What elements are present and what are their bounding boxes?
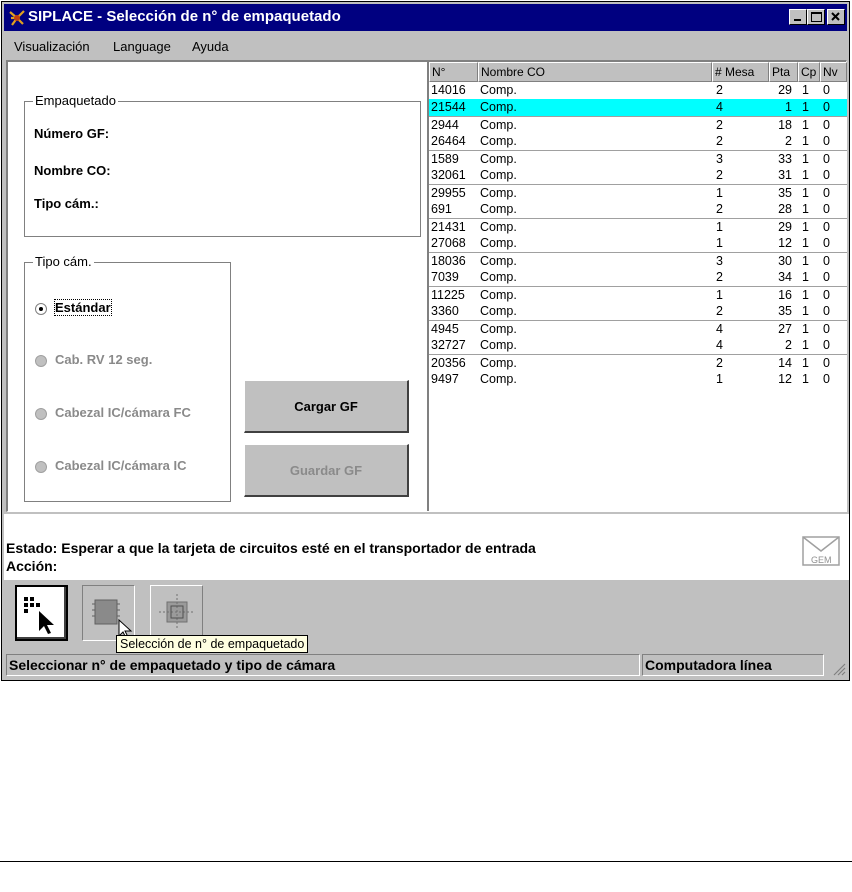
table-row[interactable] (429, 269, 847, 286)
cell-cp: 1 (802, 254, 809, 268)
cell-co-name: Comp. (480, 236, 517, 250)
table-row[interactable] (429, 303, 847, 320)
cell-mesa: 3 (716, 152, 723, 166)
radio-label-cabezal-fc[interactable]: Cabezal IC/cámara FC (55, 405, 191, 420)
left-pane (8, 62, 427, 511)
chip-view-button[interactable] (82, 585, 135, 641)
table-row[interactable] (429, 167, 847, 184)
minimize-button[interactable] (789, 9, 807, 25)
radio-dot (39, 307, 43, 311)
cell-cp: 1 (802, 134, 809, 148)
maximize-icon (811, 12, 822, 22)
cell-co-name: Comp. (480, 304, 517, 318)
cell-number: 4945 (431, 322, 459, 336)
cell-co-name: Comp. (480, 134, 517, 148)
cell-number: 7039 (431, 270, 459, 284)
cell-mesa: 2 (716, 270, 723, 284)
cell-pta: 12 (778, 372, 792, 386)
cell-mesa: 1 (716, 372, 723, 386)
cell-pta: 12 (778, 236, 792, 250)
cell-pta: 1 (785, 100, 792, 114)
cell-nv: 0 (823, 220, 830, 234)
cell-cp: 1 (802, 100, 809, 114)
package-list[interactable] (427, 62, 847, 511)
cell-cp: 1 (802, 356, 809, 370)
cell-co-name: Comp. (480, 186, 517, 200)
cell-mesa: 4 (716, 322, 723, 336)
cell-nv: 0 (823, 356, 830, 370)
camera-type-group (24, 254, 231, 502)
table-row[interactable] (429, 371, 847, 388)
cell-mesa: 2 (716, 202, 723, 216)
cell-pta: 29 (778, 83, 792, 97)
menu-visualizacion[interactable]: Visualización (14, 39, 90, 54)
camera-type-label: Tipo cám.: (34, 196, 99, 211)
radio-estandar[interactable] (35, 303, 47, 315)
cell-co-name: Comp. (480, 270, 517, 284)
cell-nv: 0 (823, 186, 830, 200)
co-name-label: Nombre CO: (34, 163, 111, 178)
cell-number: 32061 (431, 168, 466, 182)
radio-cabezal-fc[interactable] (35, 408, 47, 420)
cell-number: 691 (431, 202, 452, 216)
cell-number: 26464 (431, 134, 466, 148)
cell-nv: 0 (823, 202, 830, 216)
cell-cp: 1 (802, 372, 809, 386)
table-row[interactable] (429, 116, 847, 134)
radio-label-estandar[interactable]: Estándar (55, 300, 111, 315)
package-selection-icon (17, 587, 66, 639)
cell-pta: 33 (778, 152, 792, 166)
cell-number: 2944 (431, 118, 459, 132)
cell-nv: 0 (823, 152, 830, 166)
cell-co-name: Comp. (480, 254, 517, 268)
cell-cp: 1 (802, 118, 809, 132)
cell-mesa: 2 (716, 83, 723, 97)
col-header-pta[interactable]: Pta (769, 62, 798, 82)
status-state: Estado: Esperar a que la tarjeta de circuitos esté en el transportador de entrada (6, 540, 536, 556)
cell-cp: 1 (802, 270, 809, 284)
cell-pta: 16 (778, 288, 792, 302)
cell-co-name: Comp. (480, 168, 517, 182)
cell-cp: 1 (802, 220, 809, 234)
radio-cabezal-ic[interactable] (35, 461, 47, 473)
table-row[interactable] (429, 320, 847, 338)
cell-mesa: 1 (716, 236, 723, 250)
cell-nv: 0 (823, 338, 830, 352)
gem-indicator (800, 531, 842, 569)
statusbar-mode: Computadora línea (642, 654, 824, 676)
cell-mesa: 1 (716, 288, 723, 302)
cell-cp: 1 (802, 236, 809, 250)
chip-icon (83, 586, 136, 642)
cell-cp: 1 (802, 168, 809, 182)
load-gf-button[interactable]: Cargar GF (244, 380, 409, 433)
col-header-cp[interactable]: Cp (798, 62, 820, 82)
cell-pta: 31 (778, 168, 792, 182)
cell-cp: 1 (802, 288, 809, 302)
cell-mesa: 3 (716, 254, 723, 268)
col-header-co-name[interactable]: Nombre CO (478, 62, 712, 82)
table-row[interactable] (429, 218, 847, 236)
camera-group-title: Tipo cám. (35, 254, 92, 269)
tooltip: Selección de n° de empaquetado (116, 635, 308, 653)
cell-number: 32727 (431, 338, 466, 352)
package-selection-button[interactable] (15, 585, 68, 641)
cell-nv: 0 (823, 254, 830, 268)
cell-pta: 2 (785, 338, 792, 352)
title-bar[interactable] (4, 4, 847, 31)
cell-nv: 0 (823, 118, 830, 132)
cell-number: 21431 (431, 220, 466, 234)
cell-cp: 1 (802, 202, 809, 216)
menu-bar (4, 32, 847, 58)
cell-number: 21544 (431, 100, 466, 114)
cell-mesa: 4 (716, 100, 723, 114)
cell-number: 18036 (431, 254, 466, 268)
close-icon (828, 10, 844, 24)
cell-cp: 1 (802, 338, 809, 352)
gf-number-label: Número GF: (34, 126, 110, 141)
cell-co-name: Comp. (480, 202, 517, 216)
cell-co-name: Comp. (480, 356, 517, 370)
cell-co-name: Comp. (480, 152, 517, 166)
status-action: Acción: (6, 558, 58, 574)
package-group-title: Empaquetado (35, 93, 116, 108)
cell-cp: 1 (802, 83, 809, 97)
cell-number: 29955 (431, 186, 466, 200)
table-row[interactable] (429, 286, 847, 304)
table-row[interactable] (429, 252, 847, 270)
menu-language[interactable]: Language (113, 39, 171, 54)
package-group (24, 93, 421, 237)
cell-pta: 14 (778, 356, 792, 370)
page-rule (0, 861, 852, 862)
table-row[interactable] (429, 201, 847, 218)
cell-pta: 35 (778, 304, 792, 318)
status-area (4, 514, 849, 580)
cell-mesa: 2 (716, 168, 723, 182)
save-gf-button[interactable]: Guardar GF (244, 444, 409, 497)
cell-co-name: Comp. (480, 83, 517, 97)
cell-nv: 0 (823, 322, 830, 336)
col-header-mesa[interactable]: # Mesa (712, 62, 769, 82)
cell-cp: 1 (802, 186, 809, 200)
table-row[interactable] (429, 133, 847, 150)
radio-label-cabezal-ic[interactable]: Cabezal IC/cámara IC (55, 458, 187, 473)
cell-nv: 0 (823, 134, 830, 148)
cell-nv: 0 (823, 372, 830, 386)
status-bar (4, 652, 849, 678)
col-header-number[interactable]: N° (429, 62, 478, 82)
cell-pta: 27 (778, 322, 792, 336)
radio-label-cab-rv[interactable]: Cab. RV 12 seg. (55, 352, 153, 367)
cell-number: 20356 (431, 356, 466, 370)
cell-number: 27068 (431, 236, 466, 250)
minimize-icon (794, 19, 801, 21)
main-window (1, 1, 850, 681)
cell-mesa: 1 (716, 186, 723, 200)
app-logo-icon (8, 9, 26, 27)
table-row[interactable] (429, 184, 847, 202)
gem-label: GEM (811, 555, 832, 565)
table-row[interactable] (429, 235, 847, 252)
resize-grip-icon[interactable] (830, 660, 846, 676)
cell-pta: 29 (778, 220, 792, 234)
cell-pta: 18 (778, 118, 792, 132)
cell-co-name: Comp. (480, 100, 517, 114)
cell-pta: 34 (778, 270, 792, 284)
cell-pta: 2 (785, 134, 792, 148)
cell-cp: 1 (802, 304, 809, 318)
radio-cab-rv[interactable] (35, 355, 47, 367)
cell-mesa: 2 (716, 356, 723, 370)
cell-co-name: Comp. (480, 118, 517, 132)
component-view-icon (151, 586, 204, 642)
cell-nv: 0 (823, 83, 830, 97)
cell-co-name: Comp. (480, 322, 517, 336)
cell-cp: 1 (802, 322, 809, 336)
cell-pta: 28 (778, 202, 792, 216)
component-view-button[interactable] (150, 585, 203, 641)
cell-number: 3360 (431, 304, 459, 318)
menu-ayuda[interactable]: Ayuda (192, 39, 229, 54)
col-header-nv[interactable]: Nv (820, 62, 847, 82)
cell-nv: 0 (823, 270, 830, 284)
main-panel (6, 60, 847, 512)
cell-co-name: Comp. (480, 220, 517, 234)
cell-number: 11225 (431, 288, 465, 302)
cell-number: 1589 (431, 152, 459, 166)
cell-number: 14016 (431, 83, 466, 97)
cell-co-name: Comp. (480, 372, 517, 386)
cell-number: 9497 (431, 372, 459, 386)
cell-mesa: 1 (716, 220, 723, 234)
cell-nv: 0 (823, 236, 830, 250)
close-button[interactable] (827, 9, 845, 25)
cell-mesa: 2 (716, 304, 723, 318)
table-row[interactable] (429, 337, 847, 354)
cell-cp: 1 (802, 152, 809, 166)
table-row[interactable] (429, 99, 847, 116)
statusbar-message: Seleccionar n° de empaquetado y tipo de cámara (6, 654, 640, 676)
cell-mesa: 2 (716, 118, 723, 132)
table-row[interactable] (429, 354, 847, 372)
cell-nv: 0 (823, 304, 830, 318)
cell-nv: 0 (823, 100, 830, 114)
cell-pta: 35 (778, 186, 792, 200)
window-title: SIPLACE - Selección de n° de empaquetado (28, 8, 341, 25)
table-row[interactable] (429, 150, 847, 168)
cell-mesa: 4 (716, 338, 723, 352)
maximize-button[interactable] (807, 9, 825, 25)
cell-nv: 0 (823, 288, 830, 302)
cell-co-name: Comp. (480, 338, 517, 352)
cell-nv: 0 (823, 168, 830, 182)
cell-pta: 30 (778, 254, 792, 268)
table-row[interactable] (429, 82, 847, 99)
cell-co-name: Comp. (480, 288, 517, 302)
cell-mesa: 2 (716, 134, 723, 148)
